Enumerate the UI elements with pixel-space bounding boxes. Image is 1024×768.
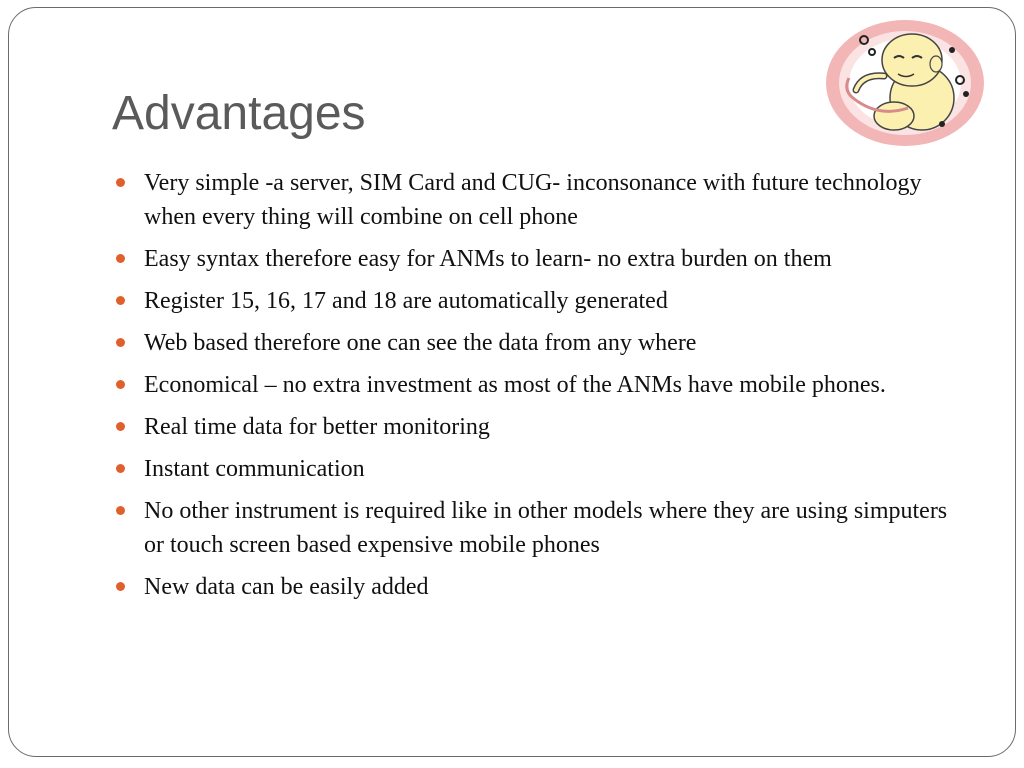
bullet-text: No other instrument is required like in other models where they are using simputers or touch screen based expensive mobile phones (144, 498, 948, 558)
list-item (116, 494, 966, 562)
list-item (116, 326, 966, 360)
bullet-text: Web based therefore one can see the data from any where (144, 330, 697, 356)
list-item (116, 242, 966, 276)
list-item (116, 368, 966, 402)
list-item (116, 452, 966, 486)
bullet-list (116, 166, 966, 612)
list-item (116, 166, 966, 234)
bullet-icon (116, 506, 125, 515)
bullet-icon (116, 296, 125, 305)
list-item (116, 410, 966, 444)
bullet-icon (116, 338, 125, 347)
bullet-text: Economical – no extra investment as most of the ANMs have mobile phones. (144, 372, 886, 398)
list-item (116, 570, 966, 604)
bullet-icon (116, 582, 125, 591)
bullet-icon (116, 254, 125, 263)
bullet-icon (116, 464, 125, 473)
bullet-text: New data can be easily added (144, 574, 429, 600)
baby-in-womb-icon (824, 18, 986, 148)
list-item (116, 284, 966, 318)
bullet-text: Instant communication (144, 456, 365, 482)
baby-in-womb-illustration (824, 18, 986, 148)
bullet-icon (116, 422, 125, 431)
bullet-icon (116, 380, 125, 389)
bullet-icon (116, 178, 125, 187)
slide-title: Advantages (112, 87, 366, 140)
bullet-text: Very simple -a server, SIM Card and CUG- inconsonance with future technology when every thing will combine on cell phone (144, 170, 922, 230)
bullet-text: Real time data for better monitoring (144, 414, 490, 440)
bullet-text: Easy syntax therefore easy for ANMs to learn- no extra burden on them (144, 246, 832, 272)
bullet-text: Register 15, 16, 17 and 18 are automatically generated (144, 288, 668, 314)
